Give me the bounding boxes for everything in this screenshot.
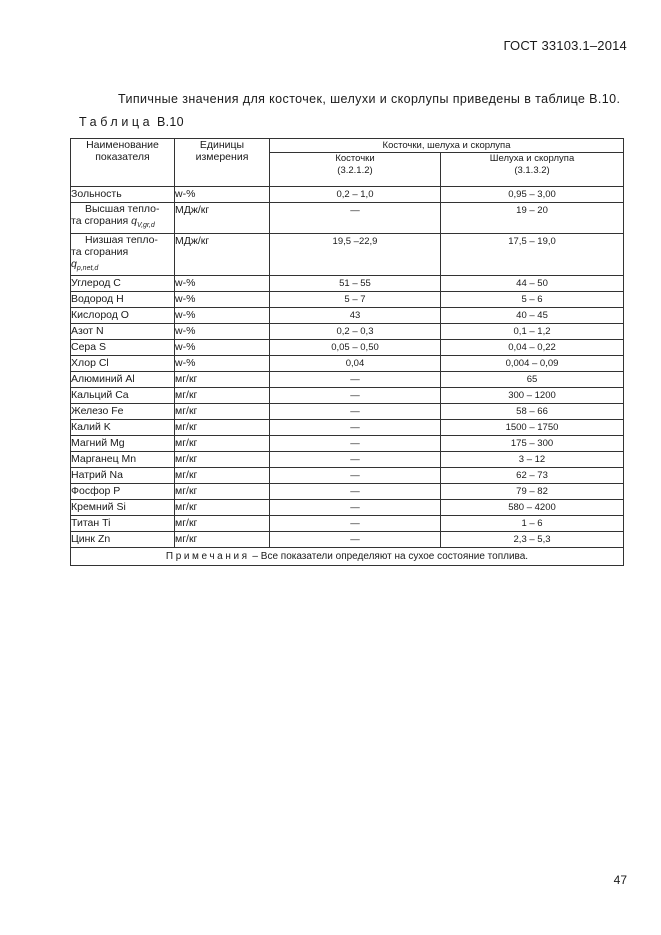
table-note [71, 548, 624, 566]
table-row [71, 404, 624, 420]
row-unit: мг/кг [175, 532, 270, 548]
row-value-pits: — [270, 532, 441, 548]
row-unit: w-% [175, 292, 270, 308]
row-unit: МДж/кг [175, 234, 270, 276]
row-name: Титан Ti [71, 516, 175, 532]
row-value-pits: — [270, 484, 441, 500]
row-unit: мг/кг [175, 484, 270, 500]
table-row [71, 340, 624, 356]
row-name: Низшая тепло- та сгорания $q_{p,net,d}$ [71, 234, 175, 276]
row-value-pits: — [270, 436, 441, 452]
row-unit: w-% [175, 308, 270, 324]
row-name: Сера S [71, 340, 175, 356]
table-row [71, 484, 624, 500]
row-name: Кальций Ca [71, 388, 175, 404]
row-unit: мг/кг [175, 500, 270, 516]
row-value-husks: 0,04 – 0,22 [441, 340, 624, 356]
table-caption-number: В.10 [157, 115, 184, 129]
row-value-husks: 40 – 45 [441, 308, 624, 324]
row-name: Калий K [71, 420, 175, 436]
row-value-pits: — [270, 372, 441, 388]
table-row [71, 516, 624, 532]
row-unit: МДж/кг [175, 203, 270, 234]
table-row [71, 388, 624, 404]
standard-designation: ГОСТ 33103.1–2014 [503, 38, 627, 53]
row-value-pits: 0,04 [270, 356, 441, 372]
row-unit: мг/кг [175, 420, 270, 436]
table-row [71, 436, 624, 452]
row-value-pits: — [270, 500, 441, 516]
page-number: 47 [613, 873, 627, 887]
header-units: Единицы измерения [175, 139, 270, 187]
row-unit: мг/кг [175, 436, 270, 452]
row-unit: мг/кг [175, 372, 270, 388]
row-value-pits: — [270, 388, 441, 404]
row-name: Алюминий Al [71, 372, 175, 388]
row-name: Высшая тепло- та сгорания $q_{V,gr,d}$ [71, 203, 175, 234]
row-unit: мг/кг [175, 516, 270, 532]
row-unit: w-% [175, 187, 270, 203]
table-caption-word: Таблица [79, 115, 154, 129]
header-row [71, 139, 624, 153]
row-value-husks: 5 – 6 [441, 292, 624, 308]
note-label: Примечания [165, 551, 250, 563]
header-indicator-name: Наименование показателя [71, 139, 175, 187]
row-value-husks: 0,1 – 1,2 [441, 324, 624, 340]
header-husks-shells: Шелуха и скорлупа (3.1.3.2) [441, 153, 624, 187]
data-table [70, 138, 624, 566]
table-row [71, 203, 624, 234]
row-name: Азот N [71, 324, 175, 340]
row-unit: w-% [175, 356, 270, 372]
table-row [71, 372, 624, 388]
row-value-husks: 17,5 – 19,0 [441, 234, 624, 276]
row-value-husks: 58 – 66 [441, 404, 624, 420]
table-row [71, 420, 624, 436]
header-group: Косточки, шелуха и скорлупа [270, 139, 624, 153]
row-value-husks: 65 [441, 372, 624, 388]
row-value-pits: 0,2 – 1,0 [270, 187, 441, 203]
row-name: Водород H [71, 292, 175, 308]
row-value-husks: 1500 – 1750 [441, 420, 624, 436]
row-value-husks: 300 – 1200 [441, 388, 624, 404]
row-unit: мг/кг [175, 404, 270, 420]
row-value-pits: — [270, 420, 441, 436]
row-value-pits: 19,5 –22,9 [270, 234, 441, 276]
table-caption [79, 115, 184, 129]
row-value-husks: 175 – 300 [441, 436, 624, 452]
row-unit: мг/кг [175, 388, 270, 404]
row-name: Натрий Na [71, 468, 175, 484]
row-name: Марганец Mn [71, 452, 175, 468]
row-unit: w-% [175, 340, 270, 356]
row-value-husks: 19 – 20 [441, 203, 624, 234]
table-row [71, 324, 624, 340]
table-row [71, 308, 624, 324]
table-row [71, 452, 624, 468]
row-name: Хлор Cl [71, 356, 175, 372]
row-value-husks: 44 – 50 [441, 276, 624, 292]
row-value-husks: 1 – 6 [441, 516, 624, 532]
intro-paragraph: Типичные значения для косточек, шелухи и скорлупы приведены в таблице В.10. [118, 92, 621, 106]
table-row [71, 234, 624, 276]
row-value-husks: 3 – 12 [441, 452, 624, 468]
row-value-pits: 0,05 – 0,50 [270, 340, 441, 356]
note-text: – Все показатели определяют на сухое состояние топлива. [249, 551, 529, 563]
row-value-husks: 2,3 – 5,3 [441, 532, 624, 548]
row-name: Цинк Zn [71, 532, 175, 548]
row-unit: w-% [175, 276, 270, 292]
table-row [71, 532, 624, 548]
row-name: Железо Fe [71, 404, 175, 420]
row-value-pits: 0,2 – 0,3 [270, 324, 441, 340]
row-value-pits: — [270, 203, 441, 234]
row-name: Магний Mg [71, 436, 175, 452]
row-name: Кремний Si [71, 500, 175, 516]
row-value-husks: 79 – 82 [441, 484, 624, 500]
row-value-husks: 0,95 – 3,00 [441, 187, 624, 203]
header-pits: Косточки (3.2.1.2) [270, 153, 441, 187]
table-row [71, 187, 624, 203]
row-unit: w-% [175, 324, 270, 340]
row-value-husks: 580 – 4200 [441, 500, 624, 516]
row-value-pits: 43 [270, 308, 441, 324]
row-value-pits: — [270, 404, 441, 420]
row-unit: мг/кг [175, 452, 270, 468]
table-row [71, 276, 624, 292]
row-value-husks: 62 – 73 [441, 468, 624, 484]
table-row [71, 468, 624, 484]
row-name: Кислород O [71, 308, 175, 324]
table-row [71, 356, 624, 372]
row-name: Углерод C [71, 276, 175, 292]
row-value-pits: 51 – 55 [270, 276, 441, 292]
row-value-pits: — [270, 468, 441, 484]
row-name: Зольность [71, 187, 175, 203]
table-row [71, 292, 624, 308]
row-value-pits: — [270, 516, 441, 532]
note-row [71, 548, 624, 566]
row-name: Фосфор P [71, 484, 175, 500]
table-row [71, 500, 624, 516]
row-value-husks: 0,004 – 0,09 [441, 356, 624, 372]
row-unit: мг/кг [175, 468, 270, 484]
row-value-pits: — [270, 452, 441, 468]
row-value-pits: 5 – 7 [270, 292, 441, 308]
